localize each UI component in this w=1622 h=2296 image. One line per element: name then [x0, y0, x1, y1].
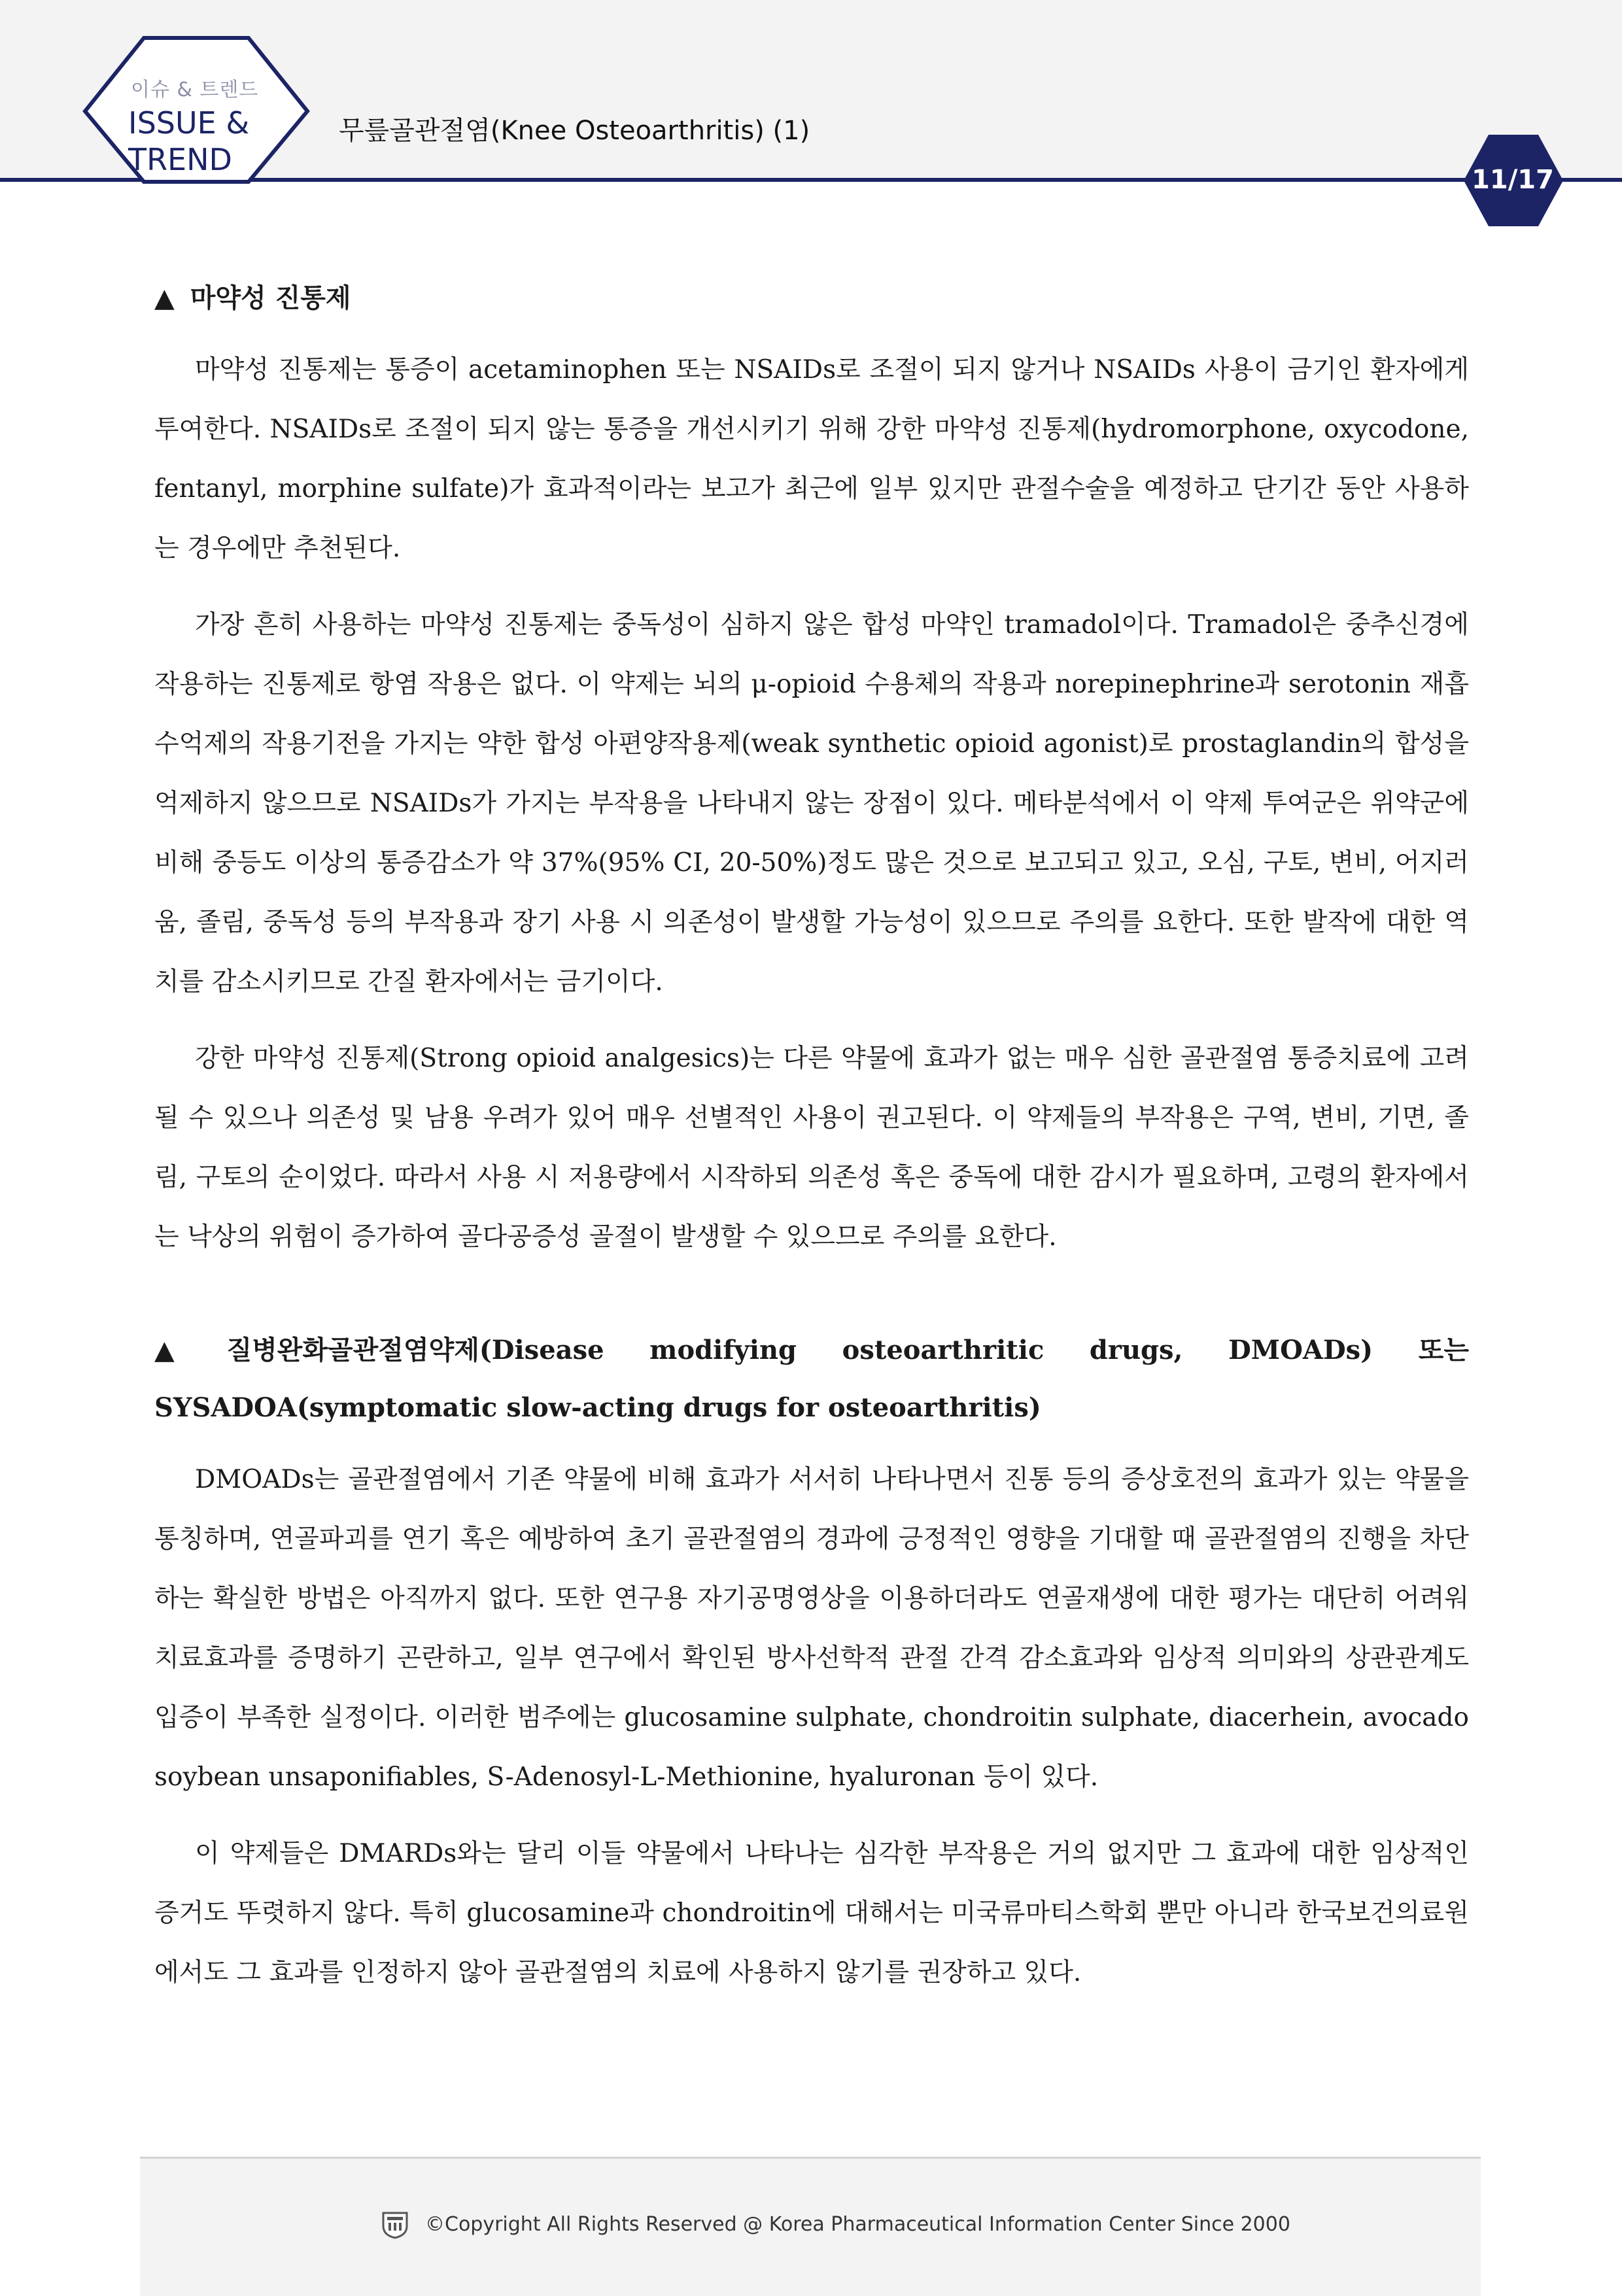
copyright-text: ©Copyright All Rights Reserved @ Korea Pharmaceutical Information Center Since 2000 [425, 2213, 1290, 2236]
triangle-bullet-icon: ▲ [154, 283, 175, 313]
kpic-emblem-icon [381, 2210, 409, 2239]
section-heading-text: 마약성 진통제 [190, 283, 351, 313]
section-heading-text: 질병완화골관절염약제(Disease modifying osteoarthritic drugs, DMOADs) 또는SYSADOA(symptomatic slow-acting drugs for osteoarthritis) [154, 1335, 1469, 1423]
paragraph: 마약성 진통제는 통증이 acetaminophen 또는 NSAIDs로 조절이 되지 않거나 NSAIDs 사용이 금기인 환자에게 투여한다. NSAIDs로 조절이 되지 않는 통증을 개선시키기 위해 강한 마약성 진통제(hydromorphone, oxycodone, fentanyl, morphine sulfate)가 효과적이라는 보고가 최근에 일부 있지만 관절수술을 예정하고 단기간 동안 사용하는 경우에만 추천된다. [154, 355, 1469, 563]
logo-title-line2: TREND [128, 142, 232, 177]
paragraph: DMOADs는 골관절염에서 기존 약물에 비해 효과가 서서히 나타나면서 진통 등의 증상호전의 효과가 있는 약물을 통칭하며, 연골파괴를 연기 혹은 예방하여 초기 골관절염의 경과에 긍정적인 영향을 기대할 때 골관절염의 진행을 차단하는 확실한 방법은 아직까지 없다. 또한 연구용 자기공명영상을 이용하더라도 연골재생에 대한 평가는 대단히 어려워 치료효과를 증명하기 곤란하고, 일부 연구에서 확인된 방사선학적 관절 간격 감소효과와 임상적 의미와의 상관관계도 입증이 부족한 실정이다. 이러한 범주에는 glucosamine sulphate, chondroitin sulphate, diacerhein, avocado soybean unsaponifiables, S-Adenosyl-L-Methionine, hyaluronan 등이 있다. [154, 1465, 1469, 1792]
section-heading [154, 269, 1469, 327]
document-body [154, 269, 1469, 2002]
page-number-badge [0, 0, 1622, 235]
logo-subtitle: 이슈 & 트렌드 [131, 78, 259, 101]
paragraph: 이 약제들은 DMARDs와는 달리 이들 약물에서 나타나는 심각한 부작용은 거의 없지만 그 효과에 대한 임상적인 증거도 뚜렷하지 않다. 특히 glucosamine과 chondroitin에 대해서는 미국류마티스학회 뿐만 아니라 한국보건의료원에서도 그 효과를 인정하지 않아 골관절염의 치료에 사용하지 않기를 권장하고 있다. [154, 1839, 1469, 1987]
page-number: 11/17 [1472, 165, 1554, 195]
section-heading [154, 1322, 1469, 1437]
logo-title-line1: ISSUE & [128, 105, 250, 141]
document-title: 무릎골관절염(Knee Osteoarthritis) (1) [339, 116, 810, 146]
paragraph: 강한 마약성 진통제(Strong opioid analgesics)는 다른 약물에 효과가 없는 매우 심한 골관절염 통증치료에 고려될 수 있으나 의존성 및 남용 우려가 있어 매우 선별적인 사용이 권고된다. 이 약제들의 부작용은 구역, 변비, 기면, 졸림, 구토의 순이었다. 따라서 사용 시 저용량에서 시작하되 의존성 혹은 중독에 대한 감시가 필요하며, 고령의 환자에서는 낙상의 위험이 증가하여 골다공증성 골절이 발생할 수 있으므로 주의를 요한다. [154, 1044, 1469, 1252]
triangle-bullet-icon: ▲ [154, 1335, 211, 1365]
paragraph: 가장 흔히 사용하는 마약성 진통제는 중독성이 심하지 않은 합성 마약인 tramadol이다. Tramadol은 중추신경에 작용하는 진통제로 항염 작용은 없다. 이 약제는 뇌의 μ-opioid 수용체의 작용과 norepinephrine과 serotonin 재흡수억제의 작용기전을 가지는 약한 합성 아편양작용제(weak synthetic opioid agonist)로 prostaglandin의 합성을 억제하지 않으므로 NSAIDs가 가지는 부작용을 나타내지 않는 장점이 있다. 메타분석에서 이 약제 투여군은 위약군에 비해 중등도 이상의 통증감소가 약 37%(95% CI, 20-50%)정도 많은 것으로 보고되고 있고, 오심, 구토, 변비, 어지러움, 졸림, 중독성 등의 부작용과 장기 사용 시 의존성이 발생할 가능성이 있으므로 주의를 요한다. 또한 발작에 대한 역치를 감소시키므로 간질 환자에서는 금기이다. [154, 610, 1469, 997]
